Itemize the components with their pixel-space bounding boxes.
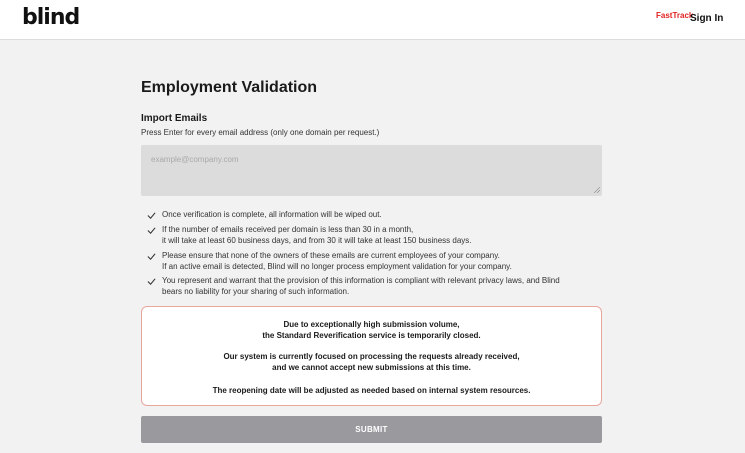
- page-title: Employment Validation: [141, 79, 318, 96]
- note-line: If the number of emails received per domain is less than 30 in a month,: [162, 225, 414, 234]
- resize-grip-icon[interactable]: [594, 187, 600, 193]
- import-emails-title: Import Emails: [141, 113, 208, 124]
- note-line: Please ensure that none of the owners of these emails are current employees of your company.: [162, 251, 500, 260]
- note-line: If an active email is detected, Blind will no longer process employment validation for your company.: [162, 262, 512, 271]
- note-line: Once verification is complete, all information will be wiped out.: [162, 210, 382, 219]
- service-closed-notice: [141, 306, 602, 406]
- email-input[interactable]: [141, 145, 602, 196]
- blind-logo[interactable]: blind: [22, 5, 80, 30]
- note-line: bears no liability for your sharing of such information.: [162, 287, 350, 296]
- checkmark-icon: [147, 277, 156, 286]
- fasttrack-link[interactable]: FastTrack: [656, 11, 694, 20]
- import-emails-description: Press Enter for every email address (only one domain per request.): [141, 128, 380, 137]
- note-line: it will take at least 60 business days, and from 30 it will take at least 150 business days.: [162, 236, 472, 245]
- checkmark-icon: [147, 211, 156, 220]
- notice-line: Our system is currently focused on processing the requests already received,: [223, 352, 520, 361]
- notice-line: the Standard Reverification service is temporarily closed.: [262, 331, 481, 340]
- top-header: [0, 0, 745, 40]
- checkmark-icon: [147, 252, 156, 261]
- note-line: You represent and warrant that the provision of this information is compliant with relevant privacy laws, and Blind: [162, 276, 560, 285]
- notice-line: Due to exceptionally high submission volume,: [283, 320, 460, 329]
- notice-line: and we cannot accept new submissions at this time.: [272, 363, 471, 372]
- checkmark-icon: [147, 226, 156, 235]
- submit-button[interactable]: SUBMIT: [141, 416, 602, 443]
- notice-line: The reopening date will be adjusted as needed based on internal system resources.: [212, 386, 531, 395]
- sign-in-link[interactable]: Sign In: [690, 13, 724, 24]
